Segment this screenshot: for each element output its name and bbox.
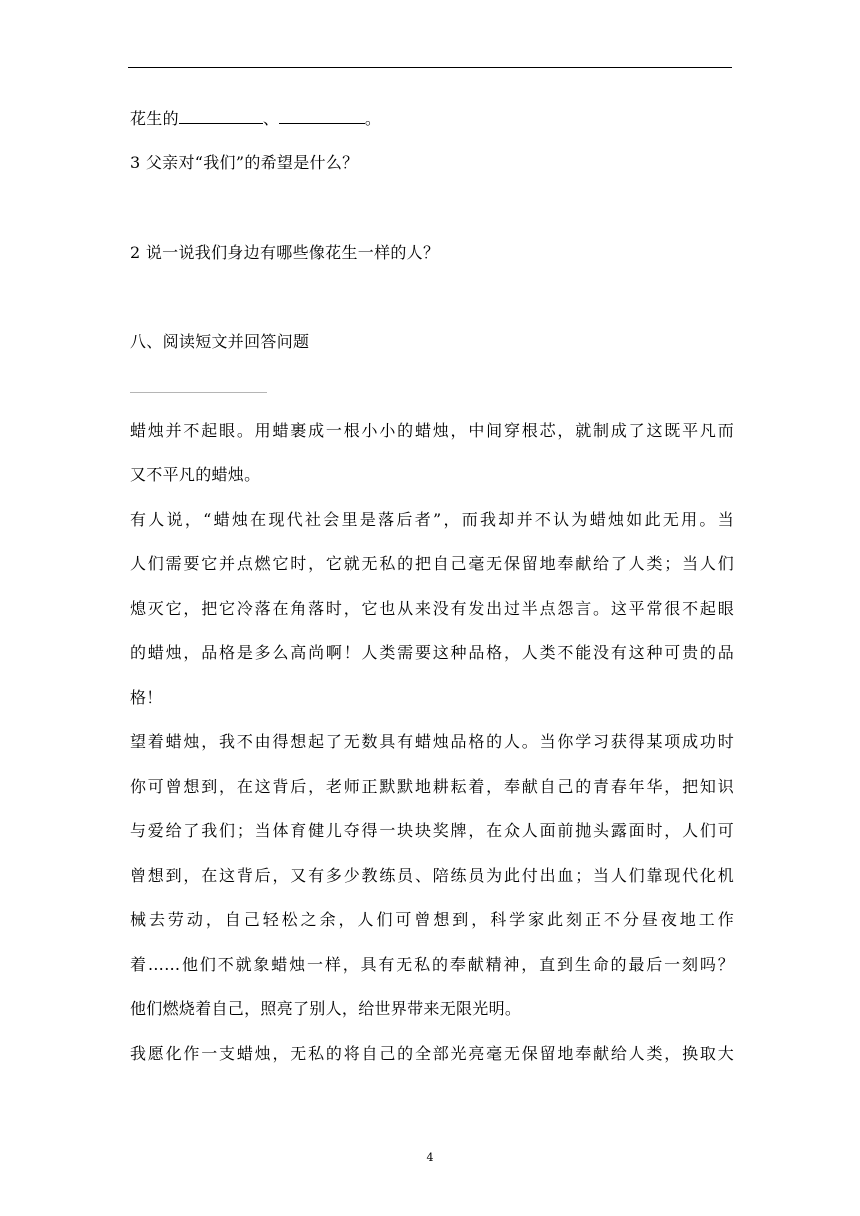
passage-line: 又不平凡的蜡烛。 (130, 465, 261, 484)
passage-line: 有人说，“蜡烛在现代社会里是落后者”，而我却并不认为蜡烛如此无用。当 (130, 510, 734, 529)
passage-line: 人们需要它并点燃它时，它就无私的把自己毫无保留地奉献给了人类；当人们 (130, 554, 734, 573)
question-2: 2 说一说我们身边有哪些像花生一样的人？ (130, 243, 440, 262)
passage-line: 你可曾想到，在这背后，老师正默默地耕耘着，奉献自己的青春年华，把知识 (130, 777, 734, 796)
passage-line: 械去劳动，自己轻松之余，人们可曾想到，科学家此刻正不分昼夜地工作 (130, 910, 734, 929)
passage-line: 曾想到，在这背后，又有多少教练员、陪练员为此付出血；当人们靠现代化机 (130, 866, 734, 885)
fill-in-blank-line (130, 108, 381, 129)
fill-prefix: 花生的 (130, 109, 179, 128)
passage-line: 熄灭它，把它冷落在角落时，它也从来没有发出过半点怨言。这平常很不起眼 (130, 599, 734, 618)
passage-line: 格！ (130, 688, 163, 707)
passage-line: 他们燃烧着自己，照亮了别人，给世界带来无限光明。 (130, 999, 522, 1018)
fill-suffix: 。 (364, 109, 382, 128)
fill-separator: 、 (262, 109, 280, 128)
answer-blank-1[interactable] (179, 108, 263, 124)
passage-line: 与爱给了我们；当体育健儿夺得一块块奖牌，在众人面前抛头露面时，人们可 (130, 821, 734, 840)
title-underline (130, 392, 267, 393)
answer-blank-2[interactable] (279, 108, 365, 124)
passage-line: 我愿化作一支蜡烛，无私的将自己的全部光亮毫无保留地奉献给人类，换取大 (130, 1044, 734, 1063)
passage-line: 着……他们不就象蜡烛一样，具有无私的奉献精神，直到生命的最后一刻吗？ (130, 955, 734, 974)
question-3: 3 父亲对“我们”的希望是什么？ (130, 153, 359, 172)
page-number: 4 (426, 1151, 434, 1164)
passage-line: 的蜡烛，品格是多么高尚啊！人类需要这种品格，人类不能没有这种可贵的品 (130, 643, 734, 662)
section-title: 八、阅读短文并回答问题 (130, 332, 310, 351)
header-rule (128, 67, 732, 68)
passage-line: 望着蜡烛，我不由得想起了无数具有蜡烛品格的人。当你学习获得某项成功时 (130, 732, 734, 751)
passage-line: 蜡烛并不起眼。用蜡裹成一根小小的蜡烛，中间穿根芯，就制成了这既平凡而 (130, 421, 734, 440)
